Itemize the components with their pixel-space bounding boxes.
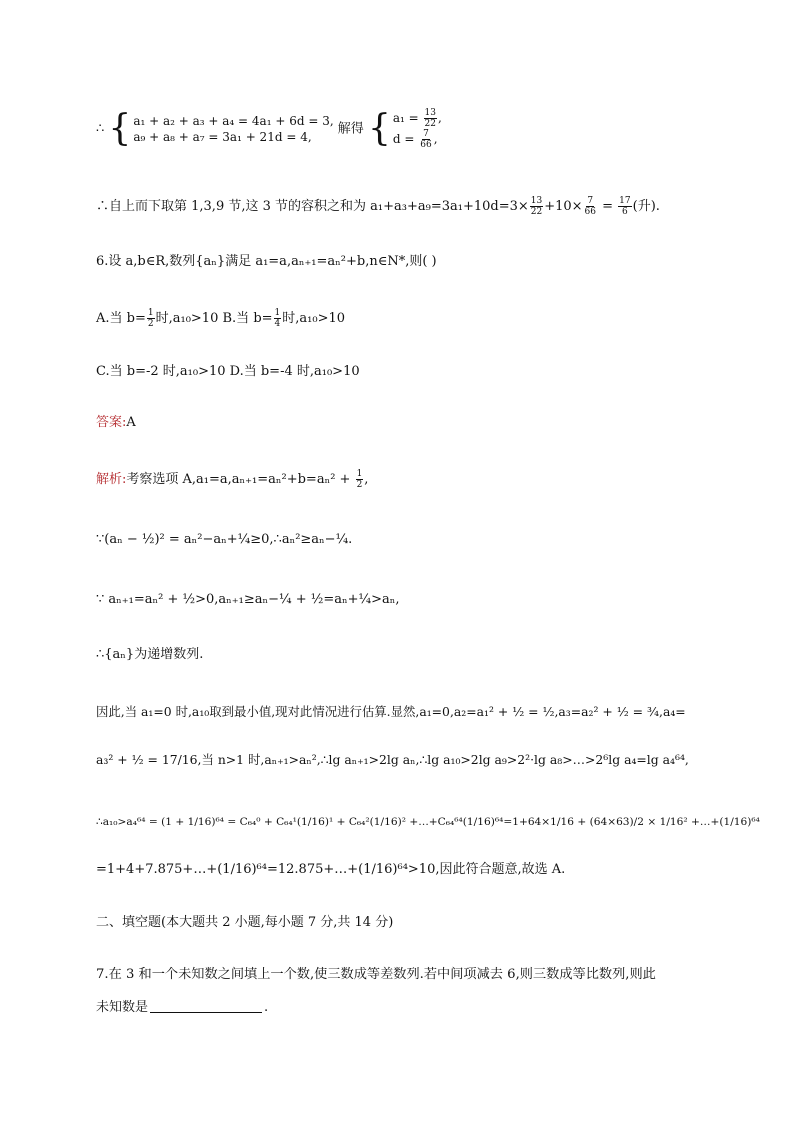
volume-sum-line: ∴自上而下取第 1,3,9 节,这 3 节的容积之和为 a₁+a₃+a₉=3a₁+10d=3× $\frac{13}{22}$ +10× $\frac{7}{66}$ = $\frac{17}{6}$ (升).: [96, 196, 660, 217]
section-fill-in-heading: 二、填空题(本大题共 2 小题,每小题 7 分,共 14 分): [96, 915, 394, 930]
left-brace: {: [108, 108, 132, 149]
answer-label: 答案:: [96, 415, 127, 430]
option-a: A.当 b= $\frac{1}{2}$ 时,a₁₀>10: [96, 308, 219, 329]
left-brace: {: [367, 108, 391, 149]
therefore-symbol: ∴: [96, 121, 105, 137]
equation-system: [108, 108, 334, 149]
solution-1: a₁ = $\frac{13}{22}$ ,: [392, 108, 442, 129]
step-1: ∵(aₙ − ½)² = aₙ²−aₙ+¼≥0,∴aₙ²≥aₙ−¼.: [96, 532, 353, 547]
answer-value: A: [126, 415, 136, 430]
options-a-b: [96, 308, 704, 329]
equation-2: a₉ + a₈ + a₇ = 3a₁ + 21d = 4,: [133, 130, 312, 144]
step-3: ∴{aₙ}为递增数列.: [96, 647, 204, 662]
analysis-line: 解析:考察选项 A,a₁=a,aₙ₊₁=aₙ²+b=aₙ² + $\frac{1}{2}$ ,: [96, 469, 369, 490]
solution-2: d = $\frac{7}{66}$ ,: [392, 129, 438, 150]
equation-1: a₁ + a₂ + a₃ + a₄ = 4a₁ + 6d = 3,: [133, 114, 334, 128]
question-7-line-2: 未知数是 .: [96, 1000, 269, 1015]
analysis-label: 解析:: [96, 472, 127, 487]
answer-blank[interactable]: [150, 1012, 262, 1013]
step-7: =1+4+7.875+…+(1/16)⁶⁴=12.875+…+(1/16)⁶⁴>10,因此符合题意,故选 A.: [96, 862, 566, 877]
step-2: ∵ aₙ₊₁=aₙ² + ½>0,aₙ₊₁≥aₙ−¼ + ½=aₙ+¼>aₙ,: [96, 592, 400, 607]
solve-label: 解得: [337, 121, 364, 137]
answer-line: [96, 413, 704, 433]
step-6: ∴a₁₀>a₄⁶⁴ = (1 + 1/16)⁶⁴ = C₆₄⁰ + C₆₄¹(1/16)¹ + C₆₄²(1/16)² +…+C₆₄⁶⁴(1/16)⁶⁴=1+64×1/16 + (64×63)/2 × 1/16² +…+(1/16)⁶⁴: [96, 816, 760, 828]
options-c-d: C.当 b=-2 时,a₁₀>10 D.当 b=-4 时,a₁₀>10: [96, 364, 360, 379]
option-b: B.当 b= $\frac{1}{4}$ 时,a₁₀>10: [222, 308, 346, 329]
question-6: 6.设 a,b∈R,数列{aₙ}满足 a₁=a,aₙ₊₁=aₙ²+b,n∈N*,则( ): [96, 254, 437, 269]
question-7-line-1: 7.在 3 和一个未知数之间填上一个数,使三数成等差数列.若中间项减去 6,则三数成等比数列,则此: [96, 967, 656, 982]
equation-system-line: [96, 108, 704, 150]
step-4: 因此,当 a₁=0 时,a₁₀取到最小值,现对此情况进行估算.显然,a₁=0,a₂=a₁² + ½ = ½,a₃=a₂² + ½ = ¾,a₄=: [96, 704, 686, 719]
step-5: a₃² + ½ = 17/16,当 n>1 时,aₙ₊₁>aₙ²,∴lg aₙ₊₁>2lg aₙ,∴lg a₁₀>2lg a₉>2²·lg a₈>…>2⁶lg a₄=lg a₄⁶⁴,: [96, 752, 689, 767]
solution-system: [368, 108, 442, 150]
